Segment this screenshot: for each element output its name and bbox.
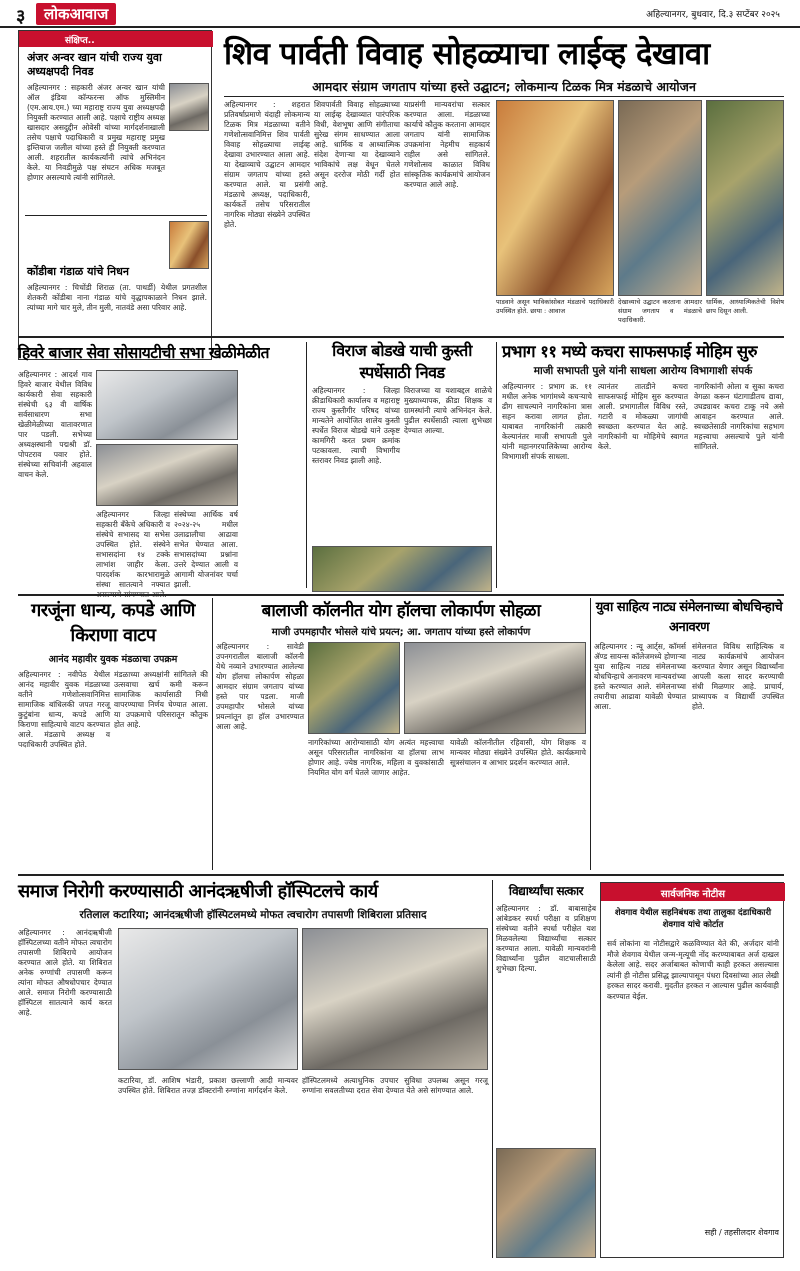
ward-body-col1: अहिल्यानगर : प्रभाग क्र. ११ मधील अनेक भागांमध्ये कचऱ्याचे ढीग साचल्याने नागरिकांना त्रास सहन करावा लागत होता. याबाबत नागरिकांनी तक्रारी केल्यानंतर माजी सभापती पुले यांनी महानगरपालिकेच्या आरोग्य विभागाशी संपर्क साधला. [502,382,592,461]
page-number: ३ [16,6,26,27]
yuva-body-col2: संमेलनात विविध साहित्यिक व नाट्य कार्यक्रमांचे आयोजन करण्यात येणार असून विद्यार्थ्यांना आपली कला सादर करण्याची संधी मिळणार आहे. प्राचार्य, प्राध्यापक व विद्यार्थी उपस्थित होते. [692,642,784,711]
yoga-body-col1: अहिल्यानगर : सावेडी उपनगरातील बालाजी कॉलनी येथे नव्याने उभारण्यात आलेल्या योग हॉलचा लोकार्पण सोहळा आमदार संग्राम जगताप यांच्या हस्ते पार पडला. माजी उपमहापौर भोसले यांच्या प्रयत्नांतून हा हॉल उभारण्यात आला आहे. [216,642,304,731]
students-headline[interactable]: विद्यार्थ्यांचा सत्कार [508,884,584,898]
health-body-col1: अहिल्यानगर : आनंदऋषीजी हॉस्पिटलच्या वतीने मोफत त्वचारोग तपासणी शिबिराचे आयोजन करण्यात आले होते. या शिबिरात अनेक रुग्णांची तपासणी करून त्यांना मोफत औषधोपचार देण्यात आले. समाज निरोगी करण्यासाठी हॉस्पिटल सातत्याने कार्य करत आहे. [18,928,112,1017]
ward-body-col3: नागरिकांनी ओला व सुका कचरा वेगळा करून घंटागाडीतच द्यावा, उघड्यावर कचरा टाकू नये असे आवाहन करण्यात आले. स्वच्छतेसाठी नागरिकांचा सहभाग महत्त्वाचा असल्याचे पुले यांनी सांगितले. [694,382,784,451]
health-body-col2: कटारिया, डॉ. आशिष भंडारी, प्रकाश छल्लाणी आदी मान्यवर उपस्थित होते. शिबिरात तज्ज्ञ डॉक्टरांनी रुग्णांना मार्गदर्शन केले. [118,1076,298,1095]
briefs-tag: संक्षिप्त.. [19,31,213,47]
yoga-body-col3: यावेळी कॉलनीतील रहिवासी, योग शिक्षक व मान्यवर मोठ्या संख्येने उपस्थित होते. कार्यक्रमाचे सूत्रसंचालन व आभार प्रदर्शन करण्यात आले. [450,738,586,767]
notice-tag: सार्वजनिक नोटीस [601,883,785,901]
lead-caption-2: देखाव्याचे उद्घाटन करताना आमदार संग्राम जगताप व मंडळाचे पदाधिकारी. [618,298,702,324]
brief2-headline[interactable]: कोंडीबा गंडाळ यांचे निधन [27,265,129,278]
students-body: अहिल्यानगर : डॉ. बाबासाहेब आंबेडकर स्पर्धा परीक्षा व प्रशिक्षण संस्थेच्या वतीने स्पर्धा परीक्षेत यश मिळवलेल्या विद्यार्थ्यांचा सत्कार करण्यात आला. यावेळी मान्यवरांनी विद्यार्थ्यांना पुढील वाटचालीसाठी शुभेच्छा दिल्या. [496,904,596,973]
health-headline[interactable]: समाज निरोगी करण्यासाठी आनंदऋषीजी हॉस्पिटलचे कार्य [18,881,378,902]
notice-footer: सही / तहसीलदार शेवगाव [704,1228,779,1237]
yoga-photo-2 [404,642,586,734]
brief2-portrait [169,221,209,269]
yoga-body-col2: नागरिकांच्या आरोग्यासाठी योग अत्यंत महत्त्वाचा असून परिसरातील नागरिकांना या हॉलचा लाभ होणार आहे. ज्येष्ठ नागरिक, महिला व युवकांसाठी नियमित योग वर्ग घेतले जाणार आहेत. [308,738,444,777]
lead-photo-2 [618,100,702,296]
yoga-headline[interactable]: बालाजी कॉलनीत योग हॉलचा लोकार्पण सोहळा [261,601,541,621]
health-subhead: रतिलाल कटारिया; आनंदऋषीजी हॉस्पिटलमध्ये मोफत त्वचारोग तपासणी शिबिराला प्रतिसाद [79,909,427,921]
notice-body: सर्व लोकांना या नोटीसद्वारे कळविण्यात येते की, अर्जदार यांनी मौजे शेवगाव येथील जन्म-मृत्यूची नोंद करण्याबाबत अर्ज दाखल केलेला आहे. सदर अर्जाबाबत कोणाची काही हरकत असल्यास त्यांनी ही नोटीस प्रसिद्ध झाल्यापासून पंधरा दिवसांच्या आत लेखी हरकत सादर करावी. मुदतीत हरकत न आल्यास पुढील कार्यवाही करण्यात येईल. [607,939,779,1001]
masthead [0,0,800,28]
lead-body-col3: याप्रसंगी मान्यवरांचा सत्कार करण्यात आला. मंडळाच्या कार्याचे कौतुक करताना आमदार जगताप यांनी सामाजिक उपक्रमांना नेहमीच सहकार्य राहील असे सांगितले. गणेशोत्सव काळात विविध सांस्कृतिक कार्यक्रमांचे आयोजन करण्यात आले आहे. [404,100,490,189]
lead-body-col1: अहिल्यानगर : शहरात प्रतिवर्षाप्रमाणे यंदाही लोकमान्य टिळक मित्र मंडळाच्या वतीने गणेशोत्सवानिमित्त शिव पार्वती विवाह सोहळ्याचा लाईव्ह देखावा उभारण्यात आला आहे. या देखाव्याचे उद्घाटन आमदार संग्राम जगताप यांच्या हस्ते करण्यात आले. या प्रसंगी मंडळाचे अध्यक्ष, पदाधिकारी, कार्यकर्ते तसेच परिसरातील नागरिक मोठ्या संख्येने उपस्थित होते. [224,100,310,229]
ward-body-col2: त्यानंतर तातडीने कचरा साफसफाई मोहिम सुरु करण्यात आली. प्रभागातील विविध रस्ते, गटारी व मोकळ्या जागांची स्वच्छता करण्यात येत आहे. नागरिकांनी या मोहिमेचे स्वागत केले. [598,382,688,451]
students-photo [496,1148,596,1258]
lead-subhead: आमदार संग्राम जगताप यांच्या हस्ते उद्घाटन; लोकमान्य टिळक मित्र मंडळाचे आयोजन [312,79,696,94]
lead-caption-1: पाडवाने असून भाविकांसोबत मंडळाचे पदाधिकारी उपस्थित होते. छाया : आवाज [496,298,614,315]
garju-subhead: आनंद महावीर युवक मंडळाचा उपक्रम [48,654,178,665]
garju-body-col1: अहिल्यानगर : नवीपेठ येथील आनंद महावीर युवक मंडळाच्या वतीने गणेशोत्सवानिमित्त सामाजिक बांधिलकी जपत गरजू कुटुंबांना धान्य, कपडे आणि किराणा साहित्याचे वाटप करण्यात आले. मंडळाचे अध्यक्ष व पदाधिकारी उपस्थित होते. [18,670,110,749]
hiware-headline[interactable]: हिवरे बाजार सेवा सोसायटीची सभा खेळीमेळीत [18,343,269,362]
lead-headline[interactable]: शिव पार्वती विवाह सोहळ्याचा लाईव्ह देखावा [224,36,710,72]
notice-title: शेवगाव येथील सहनिबंधक तथा तालुका दंडाधिकारी शेवगाव यांचे कोर्टात [614,908,772,930]
brief1-body: अहिल्यानगर : सहकारी अंजर अन्वर खान यांची ऑल इंडिया कॉन्फरन्स ऑफ मुस्लिमीन (एम.आय.एम.) च्या महाराष्ट्र राज्य युवा अध्यक्षपदी नियुक्ती करण्यात आली आहे. पक्षाचे राष्ट्रीय अध्यक्ष खासदार असदुद्दीन ओवेसी यांच्या मार्गदर्शनाखाली तसेच पक्षाचे पदाधिकारी व प्रमुख महाराष्ट्र प्रमुख इम्तियाज जलील यांच्या हस्ते ही नियुक्ती करण्यात आली. शहरातील कार्यकर्त्यांनी त्यांचे अभिनंदन केले. या निवडीमुळे पक्ष संघटन अधिक मजबूत होणार असल्याचे त्यांनी सांगितले. [27,83,165,182]
garju-headline[interactable]: गरजूंना धान्य, कपडे आणि किराणा वाटप [31,600,195,646]
health-photo-1 [118,928,298,1070]
hiware-photo-1 [96,370,238,440]
ward-headline[interactable]: प्रभाग ११ मध्ये कचरा साफसफाई मोहिम सुरु [502,342,757,361]
dateline: अहिल्यानगर, बुधवार, दि.३ सप्टेंबर २०२५ [646,10,780,20]
ward-subhead: माजी सभापती पुले यांनी साधला आरोग्य विभागाशी संपर्क [533,365,753,377]
health-body-col3: हॉस्पिटलमध्ये अत्याधुनिक उपचार सुविधा उपलब्ध असून गरजू रुग्णांना सवलतीच्या दरात सेवा देण्यात येते असे सांगण्यात आले. [302,1076,488,1095]
lead-photo-3 [706,100,784,296]
lead-caption-3: धार्मिक, आध्यात्मिकतेची विशेष छाप दिसून आली. [706,298,784,315]
yuva-headline[interactable]: युवा साहित्य नाट्य संमेलनाच्या बोधचिन्हाचे अनावरण [595,600,783,635]
viraj-body-col2: विराजच्या या यशाबद्दल शाळेचे मुख्याध्यापक, क्रीडा शिक्षक व ग्रामस्थांनी त्याचे अभिनंदन केले. पुढील स्पर्धेसाठी त्याला शुभेच्छा देण्यात आल्या. [404,386,492,435]
brief1-headline[interactable]: अंजर अन्वर खान यांची राज्य युवा अध्यक्षपदी निवड [27,51,162,78]
brief2-body: अहिल्यानगर : चिचोंडी शिराळ (ता. पाथर्डी) येथील प्रगतशील शेतकरी कोंडीबा नाना गंडाळ यांचे वृद्धापकाळाने निधन झाले. त्यांच्या मागे चार मुले, तीन मुली, नातवंडे असा परिवार आहे. [27,283,207,312]
viraj-headline[interactable]: विराज बोडखे याची कुस्ती स्पर्धेसाठी निवड [332,341,472,382]
lead-photo-1 [496,100,614,296]
brief-divider [25,215,207,216]
hiware-body-col2: अहिल्यानगर जिल्हा सहकारी बँकेचे अधिकारी व संस्थेचे सभासद या सभेस उपस्थित होते. संस्थेने सभासदांना १४ टक्के लाभांश जाहीर केला. पारदर्शक कारभारामुळे संस्था सातत्याने नफ्यात [96,510,170,589]
viraj-photo [312,546,492,592]
hiware-body-col3: संस्थेच्या आर्थिक वर्ष २०२४-२५ मधील उलाढालीचा आढावा सभेत घेण्यात आला. सभासदांच्या प्रश्नांना उत्तरे देण्यात आली व आगामी योजनांवर चर्चा झाली. [174,510,238,589]
yuva-body-col1: अहिल्यानगर : न्यू आर्ट्स, कॉमर्स ॲण्ड सायन्स कॉलेजमध्ये होणाऱ्या युवा साहित्य नाट्य संमेलनाच्या बोधचिन्हाचे अनावरण मान्यवरांच्या हस्ते करण्यात आले. संमेलनाच्या तयारीचा आढावा यावेळी घेण्यात आला. [594,642,686,711]
lead-body-col2: शिवपार्वती विवाह सोहळ्याच्या या लाईव्ह देखाव्यात पारंपरिक विधी, वेशभूषा आणि संगीताचा सुरेख संगम साधण्यात आला आहे. धार्मिक व आध्यात्मिक संदेश देणाऱ्या या देखाव्याने भाविकांचे लक्ष वेधून घेतले असून दररोज मोठी गर्दी होत आहे. [314,100,400,189]
yoga-photo-1 [308,642,400,734]
hiware-photo-2 [96,444,238,506]
viraj-body-col1: अहिल्यानगर : जिल्हा क्रीडाधिकारी कार्यालय व महाराष्ट्र राज्य कुस्तीगीर परिषद यांच्या मान्यतेने आयोजित शालेय कुस्ती स्पर्धेत विराज बोडखे याने उत्कृष्ट कामगिरी करत प्रथम क्रमांक पटकावला. त्याची विभागीय स्तरावर निवड झाली आहे. [312,386,400,465]
briefs-box [18,30,212,360]
garju-body-col2: मंडळाच्या अध्यक्षांनी सांगितले की उत्सवाचा खर्च कमी करून सामाजिक कार्यासाठी निधी वापरण्याचा निर्णय घेण्यात आला. या उपक्रमाचे परिसरातून कौतुक होत आहे. [114,670,208,729]
yoga-subhead: माजी उपमहापौर भोसले यांचे प्रयत्न; आ. जगताप यांच्या हस्ते लोकार्पण [271,627,531,638]
newspaper-logo[interactable]: लोकआवाज [36,3,116,25]
hiware-body-col1: अहिल्यानगर : आदर्श गाव हिवरे बाजार येथील विविध कार्यकारी सेवा सहकारी संस्थेची ६३ वी वार्षिक सर्वसाधारण सभा खेळीमेळीच्या वातावरणात पार पडली. सभेच्या अध्यक्षस्थानी पद्मश्री डॉ. पोपटराव पवार होते. संस्थेच्या सचिवांनी अहवाल वाचन केले. [18,370,92,479]
health-photo-2 [302,928,488,1070]
public-notice-box [600,882,784,1258]
brief1-portrait [169,83,209,131]
